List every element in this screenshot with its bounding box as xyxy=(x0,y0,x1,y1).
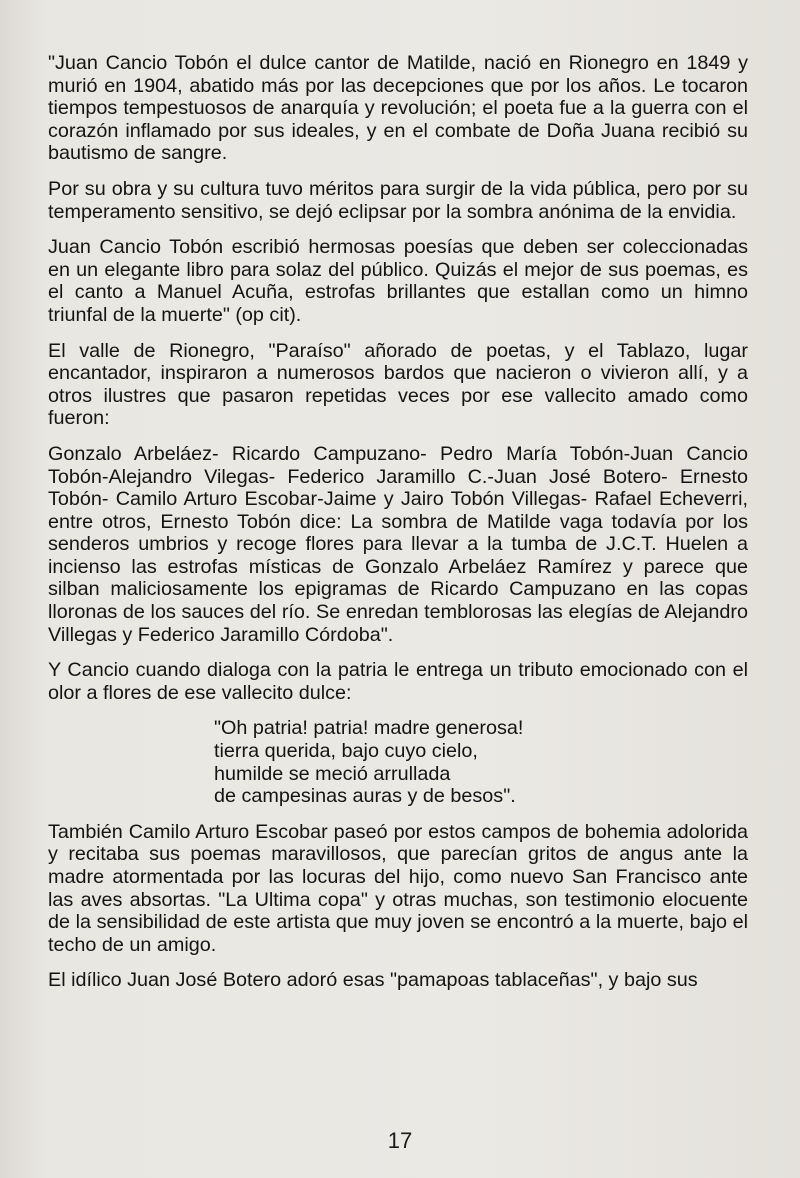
verse-line-4: de campesinas auras y de besos". xyxy=(214,785,516,808)
paragraph-1: "Juan Cancio Tobón el dulce cantor de Matilde, nació en Rionegro en 1849 y murió en 1904, abatido más por las decepciones que por los años. Le tocaron tiempos tempestuosos de anarquía y revolución; el poeta fue a la guerra con el corazón inflamado por sus ideales, y en el combate de Doña Juana recibió su bautismo de sangre. xyxy=(48,52,748,165)
paragraph-5: Gonzalo Arbeláez- Ricardo Campuzano- Pedro María Tobón-Juan Cancio Tobón-Alejandro Vilegas- Federico Jaramillo C.-Juan José Botero- Ernesto Tobón- Camilo Arturo Escobar-Jaime y Jairo Tobón Villegas- Rafael Echeverri, entre otros, Ernesto Tobón dice: La sombra de Matilde vaga todavía por los senderos umbrios y recoge flores para llevar a la tumba de J.C.T. Huelen a incienso las estrofas místicas de Gonzalo Arbeláez Ramírez y parece que silban maliciosamente los epigramas de Ricardo Campuzano en las copas lloronas de los sauces del río. Se enredan temblorosas las elegías de Alejandro Villegas y Federico Jaramillo Córdoba". xyxy=(48,442,748,646)
paragraph-7: También Camilo Arturo Escobar paseó por estos campos de bohemia adolorida y recitaba sus poemas maravillosos, que parecían gritos de angus ante la madre atormentada por las locuras del hijo, como nuevo San Francisco ante las aves absortas. "La Ultima copa" y otras muchas, son testimonio elocuente de la sensibilidad de este artista que muy joven se encontró a la muerte, bajo el techo de un amigo. xyxy=(48,820,748,956)
paragraph-8: El idílico Juan José Botero adoró esas "pamapoas tablaceñas", y bajo sus xyxy=(48,969,698,992)
page-number: 17 xyxy=(387,1128,413,1153)
verse-line-3: humilde se meció arrullada xyxy=(214,762,451,785)
poem-quote xyxy=(214,717,748,807)
paragraph-3: Juan Cancio Tobón escribió hermosas poesías que deben ser coleccionadas en un elegante libro para solaz del público. Quizás el mejor de sus poemas, es el canto a Manuel Acuña, estrofas brillantes que estallan como un himno triunfal de la muerte" (op cit). xyxy=(48,236,748,326)
page-body xyxy=(48,52,748,1005)
paragraph-4: El valle de Rionegro, "Paraíso" añorado de poetas, y el Tablazo, lugar encantador, inspiraron a numerosos bardos que nacieron o vivieron allí, y a otros ilustres que pasaron repetidas veces por ese vallecito amado como fueron: xyxy=(48,339,748,430)
verse-line-2: tierra querida, bajo cuyo cielo, xyxy=(214,740,478,763)
paragraph-2: Por su obra y su cultura tuvo méritos para surgir de la vida pública, pero por su temperamento sensitivo, se dejó eclipsar por la sombra anónima de la envidia. xyxy=(48,177,748,223)
paragraph-6: Y Cancio cuando dialoga con la patria le entrega un tributo emocionado con el olor a flores de ese vallecito dulce: xyxy=(48,659,748,704)
verse-line-1: "Oh patria! patria! madre generosa! xyxy=(214,717,524,740)
